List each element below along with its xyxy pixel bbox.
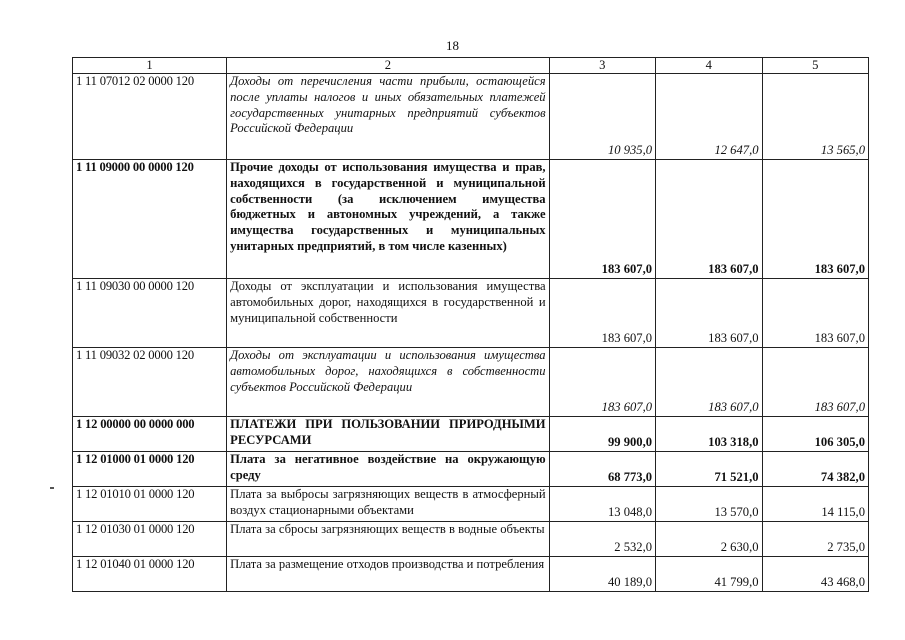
value-cell-col4: 183 607,0 (656, 348, 762, 417)
budget-revenue-table (72, 57, 869, 592)
value-cell-col3: 10 935,0 (549, 74, 655, 160)
value-cell-col5: 106 305,0 (762, 417, 868, 452)
value-cell-col3: 68 773,0 (549, 452, 655, 487)
budget-code-cell: 1 12 01030 01 0000 120 (73, 522, 227, 557)
revenue-name-cell: Плата за сбросы загрязняющих веществ в водные объекты (227, 522, 549, 557)
revenue-name-cell: Плата за негативное воздействие на окружающую среду (227, 452, 549, 487)
budget-code-cell: 1 12 01040 01 0000 120 (73, 557, 227, 592)
table-row (73, 279, 869, 348)
column-header-code: 1 (73, 58, 227, 74)
table-row (73, 160, 869, 279)
value-cell-col4: 2 630,0 (656, 522, 762, 557)
value-cell-col5: 183 607,0 (762, 279, 868, 348)
scan-margin-mark (50, 487, 54, 489)
table-row (73, 74, 869, 160)
table-row (73, 522, 869, 557)
value-cell-col3: 99 900,0 (549, 417, 655, 452)
table-row (73, 487, 869, 522)
value-cell-col4: 183 607,0 (656, 160, 762, 279)
value-cell-col3: 13 048,0 (549, 487, 655, 522)
budget-code-cell: 1 11 09030 00 0000 120 (73, 279, 227, 348)
budget-code-cell: 1 12 01000 01 0000 120 (73, 452, 227, 487)
budget-code-cell: 1 11 07012 02 0000 120 (73, 74, 227, 160)
value-cell-col4: 12 647,0 (656, 74, 762, 160)
budget-code-cell: 1 11 09000 00 0000 120 (73, 160, 227, 279)
revenue-name-cell: Плата за выбросы загрязняющих веществ в атмосферный воздух стационарными объектами (227, 487, 549, 522)
revenue-name-cell: Плата за размещение отходов производства и потребления (227, 557, 549, 592)
revenue-name-cell: Доходы от перечисления части прибыли, остающейся после уплаты налогов и иных обязательных платежей государственных унитарных предприятий субъектов Российской Федерации (227, 74, 549, 160)
value-cell-col5: 2 735,0 (762, 522, 868, 557)
table-row (73, 417, 869, 452)
value-cell-col4: 183 607,0 (656, 279, 762, 348)
page-number: 18 (446, 38, 459, 53)
table-row (73, 557, 869, 592)
revenue-name-cell: ПЛАТЕЖИ ПРИ ПОЛЬЗОВАНИИ ПРИРОДНЫМИ РЕСУРСАМИ (227, 417, 549, 452)
column-header-value-2: 4 (656, 58, 762, 74)
value-cell-col3: 183 607,0 (549, 160, 655, 279)
column-header-value-1: 3 (549, 58, 655, 74)
budget-code-cell: 1 12 01010 01 0000 120 (73, 487, 227, 522)
value-cell-col5: 14 115,0 (762, 487, 868, 522)
revenue-name-cell: Прочие доходы от использования имущества и прав, находящихся в государственной и муниципальной собственности (за исключением имущества бюджетных и автономных учреждений, а также имущества государственных и муниципальных унитарных предприятий, в том числе казенных) (227, 160, 549, 279)
table-row (73, 452, 869, 487)
column-header-value-3: 5 (762, 58, 868, 74)
value-cell-col4: 41 799,0 (656, 557, 762, 592)
value-cell-col4: 103 318,0 (656, 417, 762, 452)
value-cell-col5: 74 382,0 (762, 452, 868, 487)
value-cell-col5: 183 607,0 (762, 160, 868, 279)
value-cell-col5: 13 565,0 (762, 74, 868, 160)
value-cell-col5: 43 468,0 (762, 557, 868, 592)
table-header-row (73, 58, 869, 74)
budget-code-cell: 1 11 09032 02 0000 120 (73, 348, 227, 417)
value-cell-col3: 183 607,0 (549, 279, 655, 348)
value-cell-col3: 183 607,0 (549, 348, 655, 417)
value-cell-col4: 71 521,0 (656, 452, 762, 487)
column-header-name: 2 (227, 58, 549, 74)
value-cell-col5: 183 607,0 (762, 348, 868, 417)
value-cell-col3: 40 189,0 (549, 557, 655, 592)
revenue-name-cell: Доходы от эксплуатации и использования имущества автомобильных дорог, находящихся в собственности субъектов Российской Федерации (227, 348, 549, 417)
budget-code-cell: 1 12 00000 00 0000 000 (73, 417, 227, 452)
table-row (73, 348, 869, 417)
revenue-name-cell: Доходы от эксплуатации и использования имущества автомобильных дорог, находящихся в государственной и муниципальной собственности (227, 279, 549, 348)
value-cell-col3: 2 532,0 (549, 522, 655, 557)
value-cell-col4: 13 570,0 (656, 487, 762, 522)
